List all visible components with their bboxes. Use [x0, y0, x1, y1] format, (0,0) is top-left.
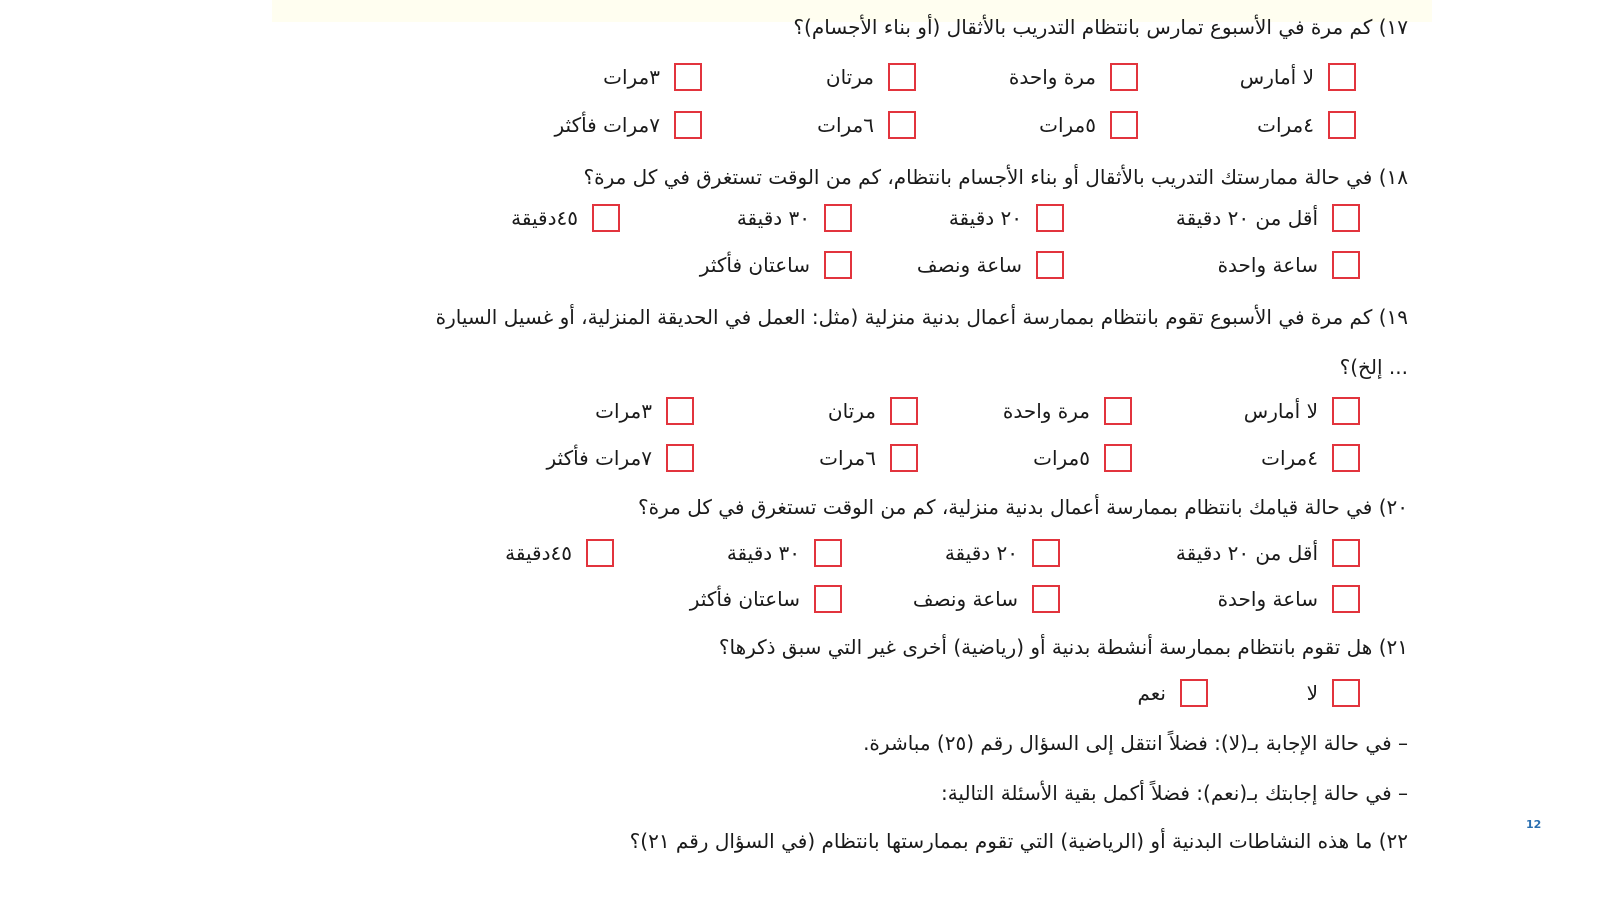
q21-option-no[interactable]: لا: [1307, 678, 1360, 708]
question-21: ٢١) هل تقوم بانتظام بممارسة أنشطة بدنية أو (رياضية) أخرى غير التي سبق ذكرها؟: [718, 635, 1408, 659]
question-17: ١٧) كم مرة في الأسبوع تمارس بانتظام التدريب بالأثقال (أو بناء الأجسام)؟: [793, 15, 1408, 39]
note-if-yes: – في حالة إجابتك بـ(نعم): فضلاً أكمل بقية الأسئلة التالية:: [940, 781, 1408, 805]
q17-option-4-times[interactable]: ٤مرات: [1257, 110, 1356, 140]
checkbox[interactable]: [1332, 679, 1360, 707]
q17-option-no-practice[interactable]: لا أمارس: [1240, 62, 1356, 92]
checkbox[interactable]: [592, 204, 620, 232]
q18-option-20-min[interactable]: ٢٠ دقيقة: [949, 203, 1064, 233]
checkbox[interactable]: [674, 63, 702, 91]
q19-option-5-times[interactable]: ٥مرات: [1033, 443, 1132, 473]
checkbox[interactable]: [890, 444, 918, 472]
question-22: ٢٢) ما هذه النشاطات البدنية أو (الرياضية) التي تقوم بممارستها بانتظام (في السؤال رقم ٢١)؟: [629, 829, 1408, 853]
checkbox[interactable]: [1032, 539, 1060, 567]
checkbox[interactable]: [1332, 585, 1360, 613]
checkbox[interactable]: [1180, 679, 1208, 707]
q17-option-once[interactable]: مرة واحدة: [1009, 62, 1138, 92]
q20-option-hour-half[interactable]: ساعة ونصف: [913, 584, 1060, 614]
question-19-line-1: ١٩) كم مرة في الأسبوع تقوم بانتظام بممارسة أعمال بدنية منزلية (مثل: العمل في الحديقة المنزلية، أو غسيل السيارة: [435, 305, 1408, 329]
checkbox[interactable]: [890, 397, 918, 425]
q19-option-once[interactable]: مرة واحدة: [1003, 396, 1132, 426]
q21-option-yes[interactable]: نعم: [1137, 678, 1208, 708]
checkbox[interactable]: [1036, 204, 1064, 232]
checkbox[interactable]: [666, 397, 694, 425]
checkbox[interactable]: [1104, 397, 1132, 425]
q20-option-less-20[interactable]: أقل من ٢٠ دقيقة: [1176, 538, 1360, 568]
q19-option-no-practice[interactable]: لا أمارس: [1244, 396, 1360, 426]
checkbox[interactable]: [824, 251, 852, 279]
checkbox[interactable]: [1328, 63, 1356, 91]
q19-option-4-times[interactable]: ٤مرات: [1261, 443, 1360, 473]
checkbox[interactable]: [888, 111, 916, 139]
q17-option-7-plus[interactable]: ٧مرات فأكثر: [555, 110, 703, 140]
checkbox[interactable]: [1104, 444, 1132, 472]
checkbox[interactable]: [1036, 251, 1064, 279]
q20-option-two-hours-plus[interactable]: ساعتان فأكثر: [690, 584, 842, 614]
q17-option-3-times[interactable]: ٣مرات: [603, 62, 702, 92]
questionnaire-page: [330, 0, 1408, 900]
q20-option-45-min[interactable]: ٤٥دقيقة: [505, 538, 614, 568]
q18-option-two-hours-plus[interactable]: ساعتان فأكثر: [700, 250, 852, 280]
checkbox[interactable]: [814, 539, 842, 567]
q17-option-twice[interactable]: مرتان: [826, 62, 916, 92]
q17-option-5-times[interactable]: ٥مرات: [1039, 110, 1138, 140]
question-19-line-2: ... إلخ)؟: [1339, 355, 1408, 379]
q17-option-6-times[interactable]: ٦مرات: [817, 110, 916, 140]
checkbox[interactable]: [814, 585, 842, 613]
checkbox[interactable]: [1110, 111, 1138, 139]
page-number: 12: [1526, 818, 1542, 831]
q18-option-45-min[interactable]: ٤٥دقيقة: [511, 203, 620, 233]
q18-option-30-min[interactable]: ٣٠ دقيقة: [737, 203, 852, 233]
q18-option-one-hour[interactable]: ساعة واحدة: [1218, 250, 1360, 280]
q19-option-twice[interactable]: مرتان: [828, 396, 918, 426]
q18-option-less-20[interactable]: أقل من ٢٠ دقيقة: [1176, 203, 1360, 233]
checkbox[interactable]: [1332, 204, 1360, 232]
checkbox[interactable]: [1332, 251, 1360, 279]
checkbox[interactable]: [666, 444, 694, 472]
checkbox[interactable]: [1032, 585, 1060, 613]
q18-option-hour-half[interactable]: ساعة ونصف: [917, 250, 1064, 280]
checkbox[interactable]: [1328, 111, 1356, 139]
note-if-no: – في حالة الإجابة بـ(لا): فضلاً انتقل إلى السؤال رقم (٢٥) مباشرة.: [863, 731, 1408, 755]
checkbox[interactable]: [674, 111, 702, 139]
question-18: ١٨) في حالة ممارستك التدريب بالأثقال أو بناء الأجسام بانتظام، كم من الوقت تستغرق في كل مرة؟: [583, 165, 1408, 189]
q20-option-30-min[interactable]: ٣٠ دقيقة: [727, 538, 842, 568]
checkbox[interactable]: [586, 539, 614, 567]
checkbox[interactable]: [824, 204, 852, 232]
q19-option-3-times[interactable]: ٣مرات: [595, 396, 694, 426]
checkbox[interactable]: [1110, 63, 1138, 91]
checkbox[interactable]: [1332, 539, 1360, 567]
checkbox[interactable]: [1332, 444, 1360, 472]
question-20: ٢٠) في حالة قيامك بانتظام بممارسة أعمال بدنية منزلية، كم من الوقت تستغرق في كل مرة؟: [638, 495, 1408, 519]
q20-option-20-min[interactable]: ٢٠ دقيقة: [945, 538, 1060, 568]
checkbox[interactable]: [1332, 397, 1360, 425]
q20-option-one-hour[interactable]: ساعة واحدة: [1218, 584, 1360, 614]
q19-option-6-times[interactable]: ٦مرات: [819, 443, 918, 473]
q19-option-7-plus[interactable]: ٧مرات فأكثر: [547, 443, 695, 473]
checkbox[interactable]: [888, 63, 916, 91]
